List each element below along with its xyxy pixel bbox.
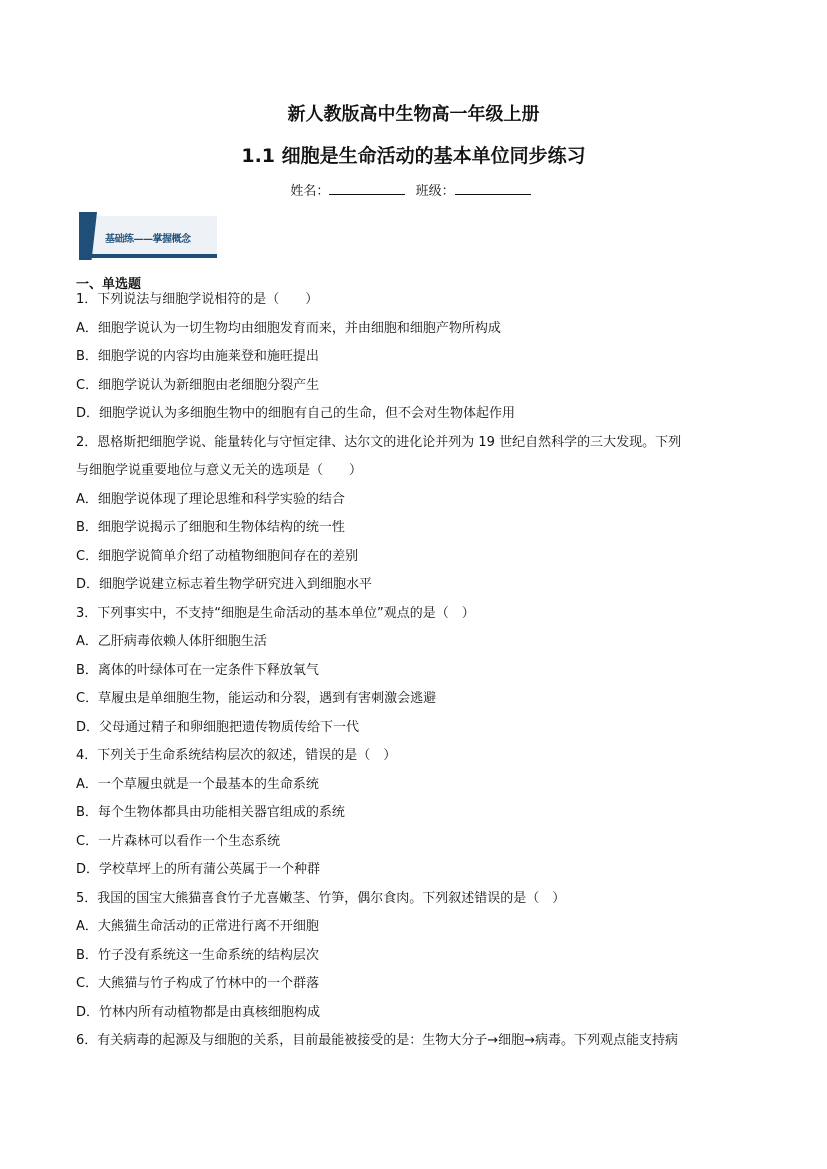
text-line: D．竹林内所有动植物都是由真核细胞构成: [76, 1004, 321, 1020]
section-title: 一、单选题: [76, 277, 142, 292]
doc-title: 新人教版高中生物高一年级上册: [287, 104, 540, 125]
text-line: B．细胞学说的内容均由施莱登和施旺提出: [76, 349, 319, 364]
text-line: A．一个草履虫就是一个最基本的生命系统: [76, 776, 319, 792]
doc-subtitle: 1.1 细胞是生命活动的基本单位同步练习: [241, 145, 586, 167]
text-line: B．每个生物体都具由功能相关器官组成的系统: [76, 805, 345, 820]
text-line: A．乙肝病毒依赖人体肝细胞生活: [76, 634, 267, 649]
text-line: C．一片森林可以看作一个生态系统: [76, 833, 281, 849]
text-line: B．离体的叶绿体可在一定条件下释放氧气: [76, 662, 319, 678]
text-line: D．细胞学说认为多细胞生物中的细胞有自己的生命，但不会对生物体起作用: [76, 406, 516, 421]
text-line: 5．我国的国宝大熊猫喜食竹子尤喜嫩茎、竹笋，偶尔食肉。下列叙述错误的是（ ）: [76, 890, 566, 906]
class-label: 班级：: [415, 184, 455, 199]
class-blank[interactable]: [455, 182, 531, 195]
text-line: C．大熊猫与竹子构成了竹林中的一个群落: [76, 976, 320, 991]
text-line: D．父母通过精子和卵细胞把遗传物质传给下一代: [76, 719, 360, 735]
text-line: 3．下列事实中，不支持“细胞是生命活动的基本单位”观点的是（ ）: [76, 605, 475, 621]
text-line: C．细胞学说认为新细胞由老细胞分裂产生: [76, 377, 320, 393]
text-line: C．草履虫是单细胞生物，能运动和分裂，遇到有害刺激会逃避: [76, 691, 437, 706]
name-class-row: [0, 180, 827, 199]
text-line: A．细胞学说体现了理论思维和科学实验的结合: [76, 491, 345, 507]
text-line: B．细胞学说揭示了细胞和生物体结构的统一性: [76, 520, 345, 535]
text-line: 6．有关病毒的起源及与细胞的关系，目前最能被接受的是：生物大分子→细胞→病毒。下列观点能支持病: [76, 1033, 679, 1048]
text-line: D．细胞学说建立标志着生物学研究进入到细胞水平: [76, 577, 373, 592]
name-blank[interactable]: [329, 182, 405, 195]
section-banner: [79, 212, 219, 260]
text-line: C．细胞学说简单介绍了动植物细胞间存在的差别: [76, 548, 359, 564]
text-line: 2．恩格斯把细胞学说、能量转化与守恒定律、达尔文的进化论并列为 19 世纪自然科学的三大发现。下列: [76, 434, 682, 450]
text-line: A．大熊猫生命活动的正常进行离不开细胞: [76, 919, 319, 934]
text-line: 1．下列说法与细胞学说相符的是（ ）: [76, 292, 319, 307]
text-line: 与细胞学说重要地位与意义无关的选项是（ ）: [76, 463, 363, 478]
name-label: 姓名：: [290, 184, 330, 199]
text-line: B．竹子没有系统这一生命系统的结构层次: [76, 947, 319, 963]
text-line: D．学校草坪上的所有蒲公英属于一个种群: [76, 862, 321, 877]
question-content: [76, 290, 756, 1060]
banner-label: 基础练——掌握概念: [105, 234, 191, 245]
text-line: 4．下列关于生命系统结构层次的叙述，错误的是（ ）: [76, 748, 397, 763]
text-line: A．细胞学说认为一切生物均由细胞发育而来，并由细胞和细胞产物所构成: [76, 320, 501, 336]
